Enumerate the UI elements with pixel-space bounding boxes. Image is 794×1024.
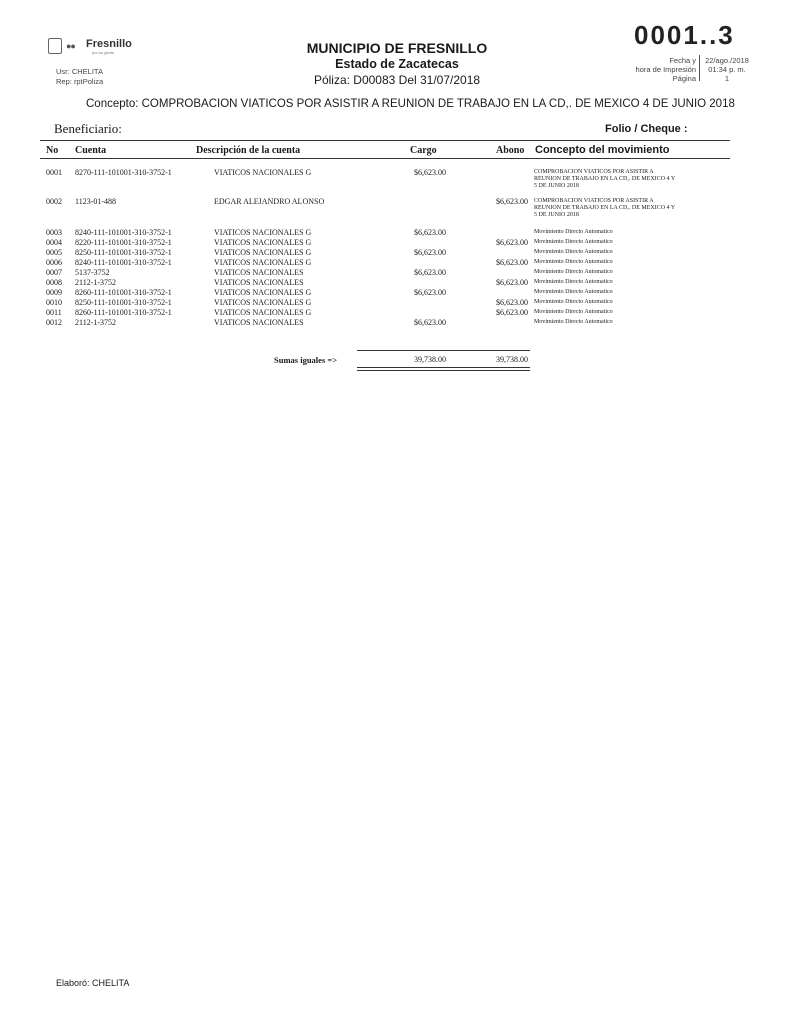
concepto-line-1: COMPROBACION VIATICOS POR ASISTIR A	[534, 198, 654, 204]
cell-descripcion: VIATICOS NACIONALES G	[214, 258, 312, 267]
totals-top-rule	[357, 350, 530, 351]
cell-concepto: Movimiento Directo Automatico	[534, 319, 613, 325]
cell-descripcion: EDGAR ALEJANDRO ALONSO	[214, 197, 325, 206]
concepto-line-1: COMPROBACION VIATICOS POR ASISTIR A	[534, 169, 654, 175]
cell-concepto: Movimiento Directo Automatico	[534, 249, 613, 255]
cell-cuenta: 8240-111-101001-310-3752-1	[75, 258, 172, 267]
cell-cargo: $6,623.00	[414, 168, 446, 177]
rep-value: rptPoliza	[73, 77, 104, 86]
concepto-line-3: 5 DE JUNIO 2018	[534, 183, 579, 189]
header-cargo: Cargo	[410, 145, 437, 156]
concepto-line-2: REUNION DE TRABAJO EN LA CD,. DE MEXICO 4 Y	[534, 205, 676, 211]
totals-double-rule-2	[357, 370, 530, 371]
poliza-line: Póliza: D00083 Del 31/07/2018	[313, 73, 481, 87]
cell-abono: $6,623.00	[496, 258, 528, 267]
cell-cargo: $6,623.00	[414, 318, 446, 327]
cell-concepto: Movimiento Directo Automatico	[534, 239, 613, 245]
table-body	[0, 0, 794, 400]
cell-no: 0009	[46, 288, 62, 297]
cell-cuenta: 2112-1-3752	[75, 278, 117, 287]
header-abono: Abono	[496, 145, 525, 156]
cell-descripcion: VIATICOS NACIONALES G	[214, 298, 312, 307]
cell-no: 0004	[46, 238, 62, 247]
beneficiario-label: Beneficiario:	[54, 121, 122, 136]
cell-no: 0003	[46, 228, 62, 237]
cell-no: 0002	[46, 197, 62, 206]
cell-cargo: $6,623.00	[414, 268, 446, 277]
cell-concepto: Movimiento Directo Automatico	[534, 289, 613, 295]
totals-double-rule-1	[357, 367, 530, 368]
cell-descripcion: VIATICOS NACIONALES	[214, 278, 304, 287]
cell-descripcion: VIATICOS NACIONALES	[214, 318, 304, 327]
cell-no: 0005	[46, 248, 62, 257]
cell-concepto	[534, 169, 675, 190]
cell-no: 0007	[46, 268, 62, 277]
cell-cuenta: 8260-111-101001-310-3752-1	[75, 288, 172, 297]
usr-value: CHELITA	[71, 67, 103, 76]
cell-no: 0008	[46, 278, 62, 287]
sumas-abono: 39,738.00	[496, 355, 528, 364]
elaboro-footer: Elaboró: CHELITA	[56, 978, 130, 988]
cell-cargo: $6,623.00	[414, 248, 446, 257]
cell-concepto: Movimiento Directo Automatico	[534, 299, 613, 305]
cell-descripcion: VIATICOS NACIONALES G	[214, 168, 312, 177]
rep-label: Rep:	[56, 77, 72, 86]
cell-cuenta: 8260-111-101001-310-3752-1	[75, 308, 172, 317]
page-subtitle: Estado de Zacatecas	[335, 57, 459, 71]
cell-cargo: $6,623.00	[414, 288, 446, 297]
cell-no: 0012	[46, 318, 62, 327]
folio-stamp: 0001..3	[634, 20, 735, 50]
cell-no: 0010	[46, 298, 62, 307]
cell-cuenta: 1123-01-488	[75, 197, 117, 206]
cell-concepto: Movimiento Directo Automatico	[534, 309, 613, 315]
cell-descripcion: VIATICOS NACIONALES	[214, 268, 304, 277]
cell-abono: $6,623.00	[496, 308, 528, 317]
cell-no: 0001	[46, 168, 62, 177]
cell-descripcion: VIATICOS NACIONALES G	[214, 248, 312, 257]
cell-cuenta: 5137-3752	[75, 268, 110, 277]
cell-cuenta: 2112-1-3752	[75, 318, 117, 327]
cell-descripcion: VIATICOS NACIONALES G	[214, 288, 312, 297]
fecha-label: Fecha y	[669, 56, 696, 65]
cell-cuenta: 8250-111-101001-310-3752-1	[75, 248, 172, 257]
cell-concepto: Movimiento Directo Automatico	[534, 279, 613, 285]
concepto-line-3: 5 DE JUNIO 2018	[534, 212, 579, 218]
logo-subtitle: por su gente	[92, 50, 115, 55]
concepto-line: Concepto: COMPROBACION VIATICOS POR ASISTIR A REUNION DE TRABAJO EN LA CD,. DE MEXICO 4 DE JUNIO 2018	[86, 98, 735, 110]
sumas-cargo: 39,738.00	[414, 355, 446, 364]
page-title: MUNICIPIO DE FRESNILLO	[306, 40, 488, 56]
logo-name: Fresnillo	[86, 38, 132, 50]
header-cuenta: Cuenta	[75, 145, 107, 156]
cell-abono: $6,623.00	[496, 298, 528, 307]
cell-concepto	[534, 198, 675, 219]
fecha-value: 22/ago./2018	[705, 56, 749, 65]
cell-cargo: $6,623.00	[414, 228, 446, 237]
cell-descripcion: VIATICOS NACIONALES G	[214, 238, 312, 247]
hora-value: 01:34 p. m.	[708, 65, 746, 74]
pagina-label: Página	[672, 74, 696, 83]
usr-label: Usr:	[56, 67, 70, 76]
folio-cheque-label: Folio / Cheque :	[605, 123, 688, 135]
pagina-value: 1	[724, 74, 730, 83]
concepto-line-2: REUNION DE TRABAJO EN LA CD,. DE MEXICO 4 Y	[534, 176, 676, 182]
cell-concepto: Movimiento Directo Automatico	[534, 269, 613, 275]
header-descripcion: Descripción de la cuenta	[196, 145, 301, 156]
header-no: No	[46, 145, 59, 156]
logo-dots-icon: ●●	[66, 41, 75, 51]
cell-abono: $6,623.00	[496, 197, 528, 206]
cell-abono: $6,623.00	[496, 278, 528, 287]
hora-label: hora de Impresión	[635, 65, 696, 74]
sumas-label: Sumas iguales =>	[274, 355, 338, 365]
cell-no: 0011	[46, 308, 62, 317]
cell-descripcion: VIATICOS NACIONALES G	[214, 308, 312, 317]
header-concepto: Concepto del movimiento	[535, 144, 670, 156]
cell-concepto: Movimiento Directo Automatico	[534, 259, 613, 265]
cell-cuenta: 8220-111-101001-310-3752-1	[75, 238, 172, 247]
cell-cuenta: 8240-111-101001-310-3752-1	[75, 228, 172, 237]
cell-descripcion: VIATICOS NACIONALES G	[214, 228, 312, 237]
cell-concepto: Movimiento Directo Automatico	[534, 229, 613, 235]
cell-abono: $6,623.00	[496, 238, 528, 247]
cell-cuenta: 8270-111-101001-310-3752-1	[75, 168, 172, 177]
cell-cuenta: 8250-111-101001-310-3752-1	[75, 298, 172, 307]
cell-no: 0006	[46, 258, 62, 267]
